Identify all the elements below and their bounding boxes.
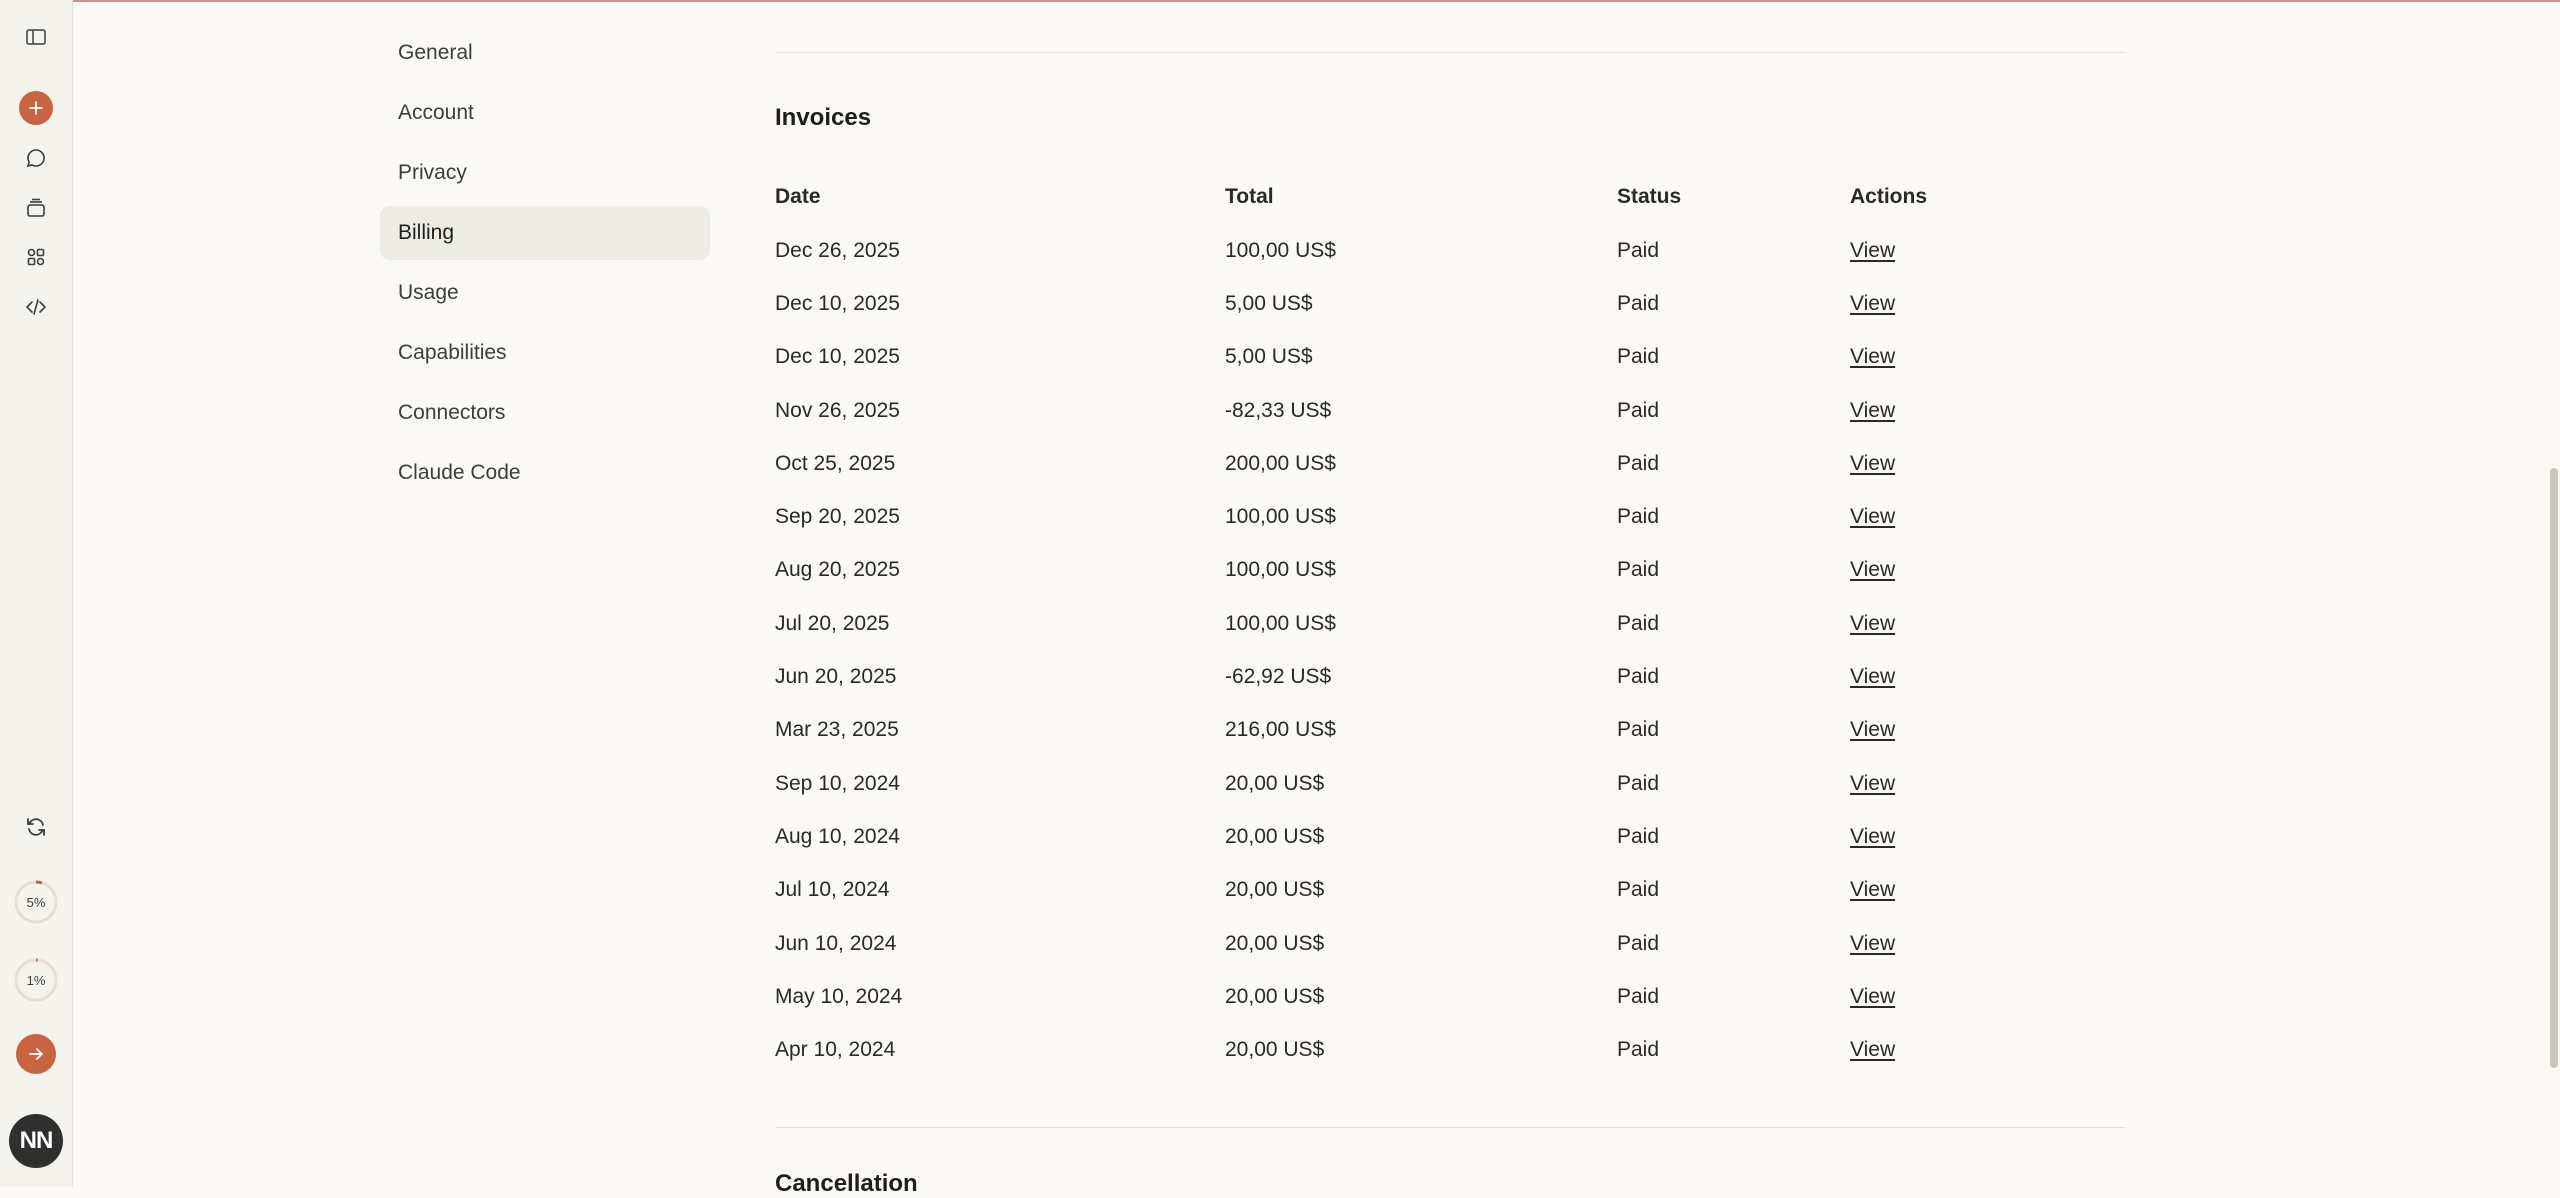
invoice-status: Paid: [1617, 718, 1660, 742]
invoice-actions-cell: [1850, 544, 1975, 597]
view-invoice-link[interactable]: View: [1850, 878, 1896, 902]
chats-icon[interactable]: [14, 136, 58, 180]
table-row: [775, 331, 1975, 384]
table-row: [775, 597, 1975, 650]
invoice-total: 5,00 US$: [1225, 345, 1313, 369]
avatar[interactable]: NN: [9, 1114, 63, 1168]
view-invoice-link[interactable]: View: [1850, 505, 1896, 529]
column-header-status: Status: [1617, 185, 1682, 208]
left-rail: [0, 0, 73, 1187]
view-invoice-link[interactable]: View: [1850, 931, 1896, 955]
table-row: [775, 277, 1975, 330]
projects-icon[interactable]: [14, 186, 58, 230]
weekly-usage-indicator[interactable]: [13, 957, 59, 1003]
invoice-status: Paid: [1617, 451, 1660, 475]
view-invoice-link[interactable]: View: [1850, 291, 1896, 315]
session-usage-value: 5%: [26, 894, 46, 910]
table-row: [775, 864, 1975, 917]
invoice-total: -62,92 US$: [1225, 665, 1332, 689]
invoice-date: Dec 10, 2025: [775, 345, 900, 369]
section-divider: [775, 1127, 2125, 1128]
invoice-date: May 10, 2024: [775, 984, 903, 1008]
invoice-date: Dec 26, 2025: [775, 238, 900, 262]
invoice-date: Jul 10, 2024: [775, 878, 890, 902]
invoice-status: Paid: [1617, 771, 1660, 795]
invoice-total: 20,00 US$: [1225, 984, 1325, 1008]
top-accent-line: [0, 0, 2560, 2]
artifacts-icon[interactable]: [14, 235, 58, 279]
invoice-total: 100,00 US$: [1225, 238, 1336, 262]
nav-item-billing[interactable]: Billing: [380, 206, 710, 260]
invoice-actions-cell: [1850, 864, 1975, 917]
view-invoice-link[interactable]: View: [1850, 771, 1896, 795]
session-usage-indicator[interactable]: [13, 879, 59, 925]
invoice-actions-cell: [1850, 331, 1975, 384]
table-row: [775, 704, 1975, 757]
invoice-total: 20,00 US$: [1225, 1038, 1325, 1062]
plus-icon: [19, 91, 53, 125]
weekly-usage-value: 1%: [26, 972, 46, 988]
invoice-date: Oct 25, 2025: [775, 451, 896, 475]
invoice-status: Paid: [1617, 665, 1660, 689]
view-invoice-link[interactable]: View: [1850, 984, 1896, 1008]
arrow-right-icon: [16, 1034, 56, 1074]
table-row: [775, 810, 1975, 863]
nav-item-privacy[interactable]: Privacy: [398, 161, 467, 184]
invoice-total: 20,00 US$: [1225, 878, 1325, 902]
invoice-status: Paid: [1617, 345, 1660, 369]
invoice-status: Paid: [1617, 505, 1660, 529]
invoice-status: Paid: [1617, 878, 1660, 902]
invoice-date: Sep 20, 2025: [775, 505, 900, 529]
invoice-status: Paid: [1617, 931, 1660, 955]
invoice-total: 20,00 US$: [1225, 824, 1325, 848]
code-icon[interactable]: [14, 285, 58, 329]
invoice-total: 20,00 US$: [1225, 931, 1325, 955]
invoice-actions-cell: [1850, 1023, 1975, 1076]
column-header-total: Total: [1225, 185, 1274, 208]
table-row: [775, 917, 1975, 970]
invoice-rows: [775, 224, 1975, 1077]
invoice-actions-cell: [1850, 757, 1975, 810]
invoice-status: Paid: [1617, 238, 1660, 262]
view-invoice-link[interactable]: View: [1850, 451, 1896, 475]
invoice-status: Paid: [1617, 398, 1660, 422]
table-row: [775, 650, 1975, 703]
refresh-icon[interactable]: [14, 805, 58, 849]
invoice-date: Aug 20, 2025: [775, 558, 900, 582]
nav-item-claude-code[interactable]: Claude Code: [398, 461, 521, 484]
invoice-status: Paid: [1617, 558, 1660, 582]
section-divider: [775, 52, 2125, 53]
invoice-date: Dec 10, 2025: [775, 291, 900, 315]
invoice-date: Apr 10, 2024: [775, 1038, 896, 1062]
view-invoice-link[interactable]: View: [1850, 398, 1896, 422]
invoice-total: -82,33 US$: [1225, 398, 1332, 422]
invoice-actions-cell: [1850, 384, 1975, 437]
view-invoice-link[interactable]: View: [1850, 558, 1896, 582]
invoice-actions-cell: [1850, 650, 1975, 703]
invoice-actions-cell: [1850, 917, 1975, 970]
view-invoice-link[interactable]: View: [1850, 238, 1896, 262]
invoice-date: Sep 10, 2024: [775, 771, 900, 795]
invoice-total: 5,00 US$: [1225, 291, 1313, 315]
scrollbar-thumb[interactable]: [2550, 468, 2558, 1068]
invoice-status: Paid: [1617, 291, 1660, 315]
invoice-actions-cell: [1850, 437, 1975, 490]
invoice-actions-cell: [1850, 704, 1975, 757]
table-row: [775, 1023, 1975, 1076]
view-invoice-link[interactable]: View: [1850, 824, 1896, 848]
invoice-date: Mar 23, 2025: [775, 718, 899, 742]
column-header-date: Date: [775, 185, 821, 208]
invoice-status: Paid: [1617, 824, 1660, 848]
table-row: [775, 437, 1975, 490]
invoice-total: 100,00 US$: [1225, 558, 1336, 582]
invoice-total: 200,00 US$: [1225, 451, 1336, 475]
invoice-total: 20,00 US$: [1225, 771, 1325, 795]
invoice-actions-cell: [1850, 810, 1975, 863]
invoice-status: Paid: [1617, 1038, 1660, 1062]
new-chat-button[interactable]: [14, 86, 58, 130]
invoice-actions-cell: [1850, 490, 1975, 543]
invoice-total: 100,00 US$: [1225, 505, 1336, 529]
nav-item-account[interactable]: Account: [398, 101, 474, 124]
table-row: [775, 384, 1975, 437]
table-row: [775, 224, 1975, 277]
invoice-actions-cell: [1850, 970, 1975, 1023]
nav-item-connectors[interactable]: Connectors: [398, 401, 506, 424]
nav-item-general[interactable]: General: [398, 41, 473, 64]
table-row: [775, 490, 1975, 543]
nav-item-capabilities[interactable]: Capabilities: [398, 341, 507, 364]
view-invoice-link[interactable]: View: [1850, 611, 1896, 635]
invoice-actions-cell: [1850, 224, 1975, 277]
invoice-date: Jul 20, 2025: [775, 611, 890, 635]
invoice-total: 216,00 US$: [1225, 718, 1336, 742]
invoices-table: [775, 170, 1975, 1077]
table-row: [775, 544, 1975, 597]
invoice-actions-cell: [1850, 277, 1975, 330]
table-row: [775, 757, 1975, 810]
column-header-actions: Actions: [1850, 185, 1928, 208]
invoice-status: Paid: [1617, 611, 1660, 635]
invoice-date: Nov 26, 2025: [775, 398, 900, 422]
invoice-date: Jun 20, 2025: [775, 665, 897, 689]
cancellation-title: Cancellation: [775, 1170, 918, 1197]
invoice-status: Paid: [1617, 984, 1660, 1008]
invoice-total: 100,00 US$: [1225, 611, 1336, 635]
upgrade-button[interactable]: [14, 1032, 58, 1076]
table-header-row: [775, 170, 1975, 224]
nav-item-usage[interactable]: Usage: [398, 281, 459, 304]
invoices-title: Invoices: [775, 104, 872, 131]
view-invoice-link[interactable]: View: [1850, 1038, 1896, 1062]
settings-nav: [380, 26, 710, 506]
sidebar-toggle-icon[interactable]: [14, 15, 58, 59]
invoice-date: Jun 10, 2024: [775, 931, 897, 955]
table-row: [775, 970, 1975, 1023]
view-invoice-link[interactable]: View: [1850, 665, 1896, 689]
invoice-actions-cell: [1850, 597, 1975, 650]
invoice-date: Aug 10, 2024: [775, 824, 900, 848]
view-invoice-link[interactable]: View: [1850, 718, 1896, 742]
view-invoice-link[interactable]: View: [1850, 345, 1896, 369]
